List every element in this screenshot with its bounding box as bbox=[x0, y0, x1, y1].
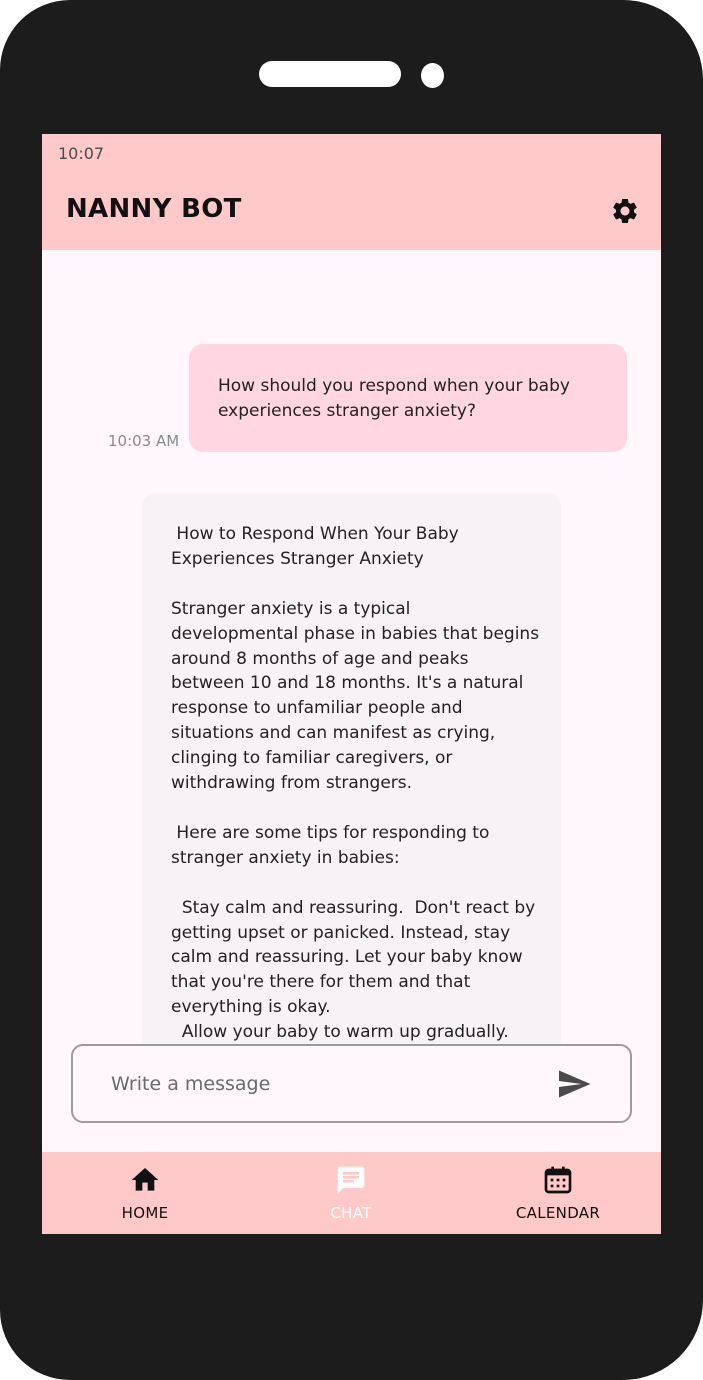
phone-speaker bbox=[259, 61, 401, 87]
nav-item-calendar[interactable] bbox=[483, 1152, 633, 1234]
nav-label-home: HOME bbox=[121, 1204, 169, 1222]
nav-label-chat: CHAT bbox=[330, 1204, 372, 1222]
nav-item-chat[interactable] bbox=[276, 1152, 426, 1234]
message-input[interactable] bbox=[111, 1064, 541, 1104]
bottom-nav bbox=[42, 1152, 661, 1234]
app-screen bbox=[42, 134, 661, 1234]
chat-icon bbox=[335, 1164, 367, 1196]
calendar-icon bbox=[542, 1164, 574, 1196]
bot-message-bubble: How to Respond When Your Baby Experiences Stranger Anxiety Stranger anxiety is a typical developmental phase in babies that begins around 8 months of age and peaks between 10 and 18 months. It's a natural response to unfamiliar people and situations and can manifest as crying, clinging to familiar caregivers, or withdrawing from strangers. Here are some tips for responding to stranger anxiety in babies: Stay calm and reassuring. Don't react by getting upset or panicked. Instead, stay calm and reassuring. Let your baby know that you're there for them and that everything is okay. Allow your baby to warm up gradually. bbox=[142, 493, 561, 1053]
nav-item-home[interactable] bbox=[70, 1152, 220, 1234]
app-title: NANNY BOT bbox=[66, 194, 242, 224]
settings-button[interactable] bbox=[608, 194, 642, 228]
user-message-time: 10:03 AM bbox=[108, 432, 180, 450]
send-icon bbox=[556, 1066, 592, 1102]
chat-area[interactable] bbox=[42, 250, 661, 1043]
nav-label-calendar: CALENDAR bbox=[515, 1204, 601, 1222]
message-composer bbox=[71, 1044, 632, 1123]
status-bar-time: 10:07 bbox=[58, 144, 105, 163]
send-button[interactable] bbox=[553, 1064, 595, 1104]
user-message-bubble: How should you respond when your baby experiences stranger anxiety? bbox=[189, 344, 627, 452]
app-bar bbox=[42, 134, 661, 250]
phone-camera bbox=[421, 63, 444, 88]
home-icon bbox=[129, 1164, 161, 1196]
gear-icon bbox=[610, 196, 640, 226]
